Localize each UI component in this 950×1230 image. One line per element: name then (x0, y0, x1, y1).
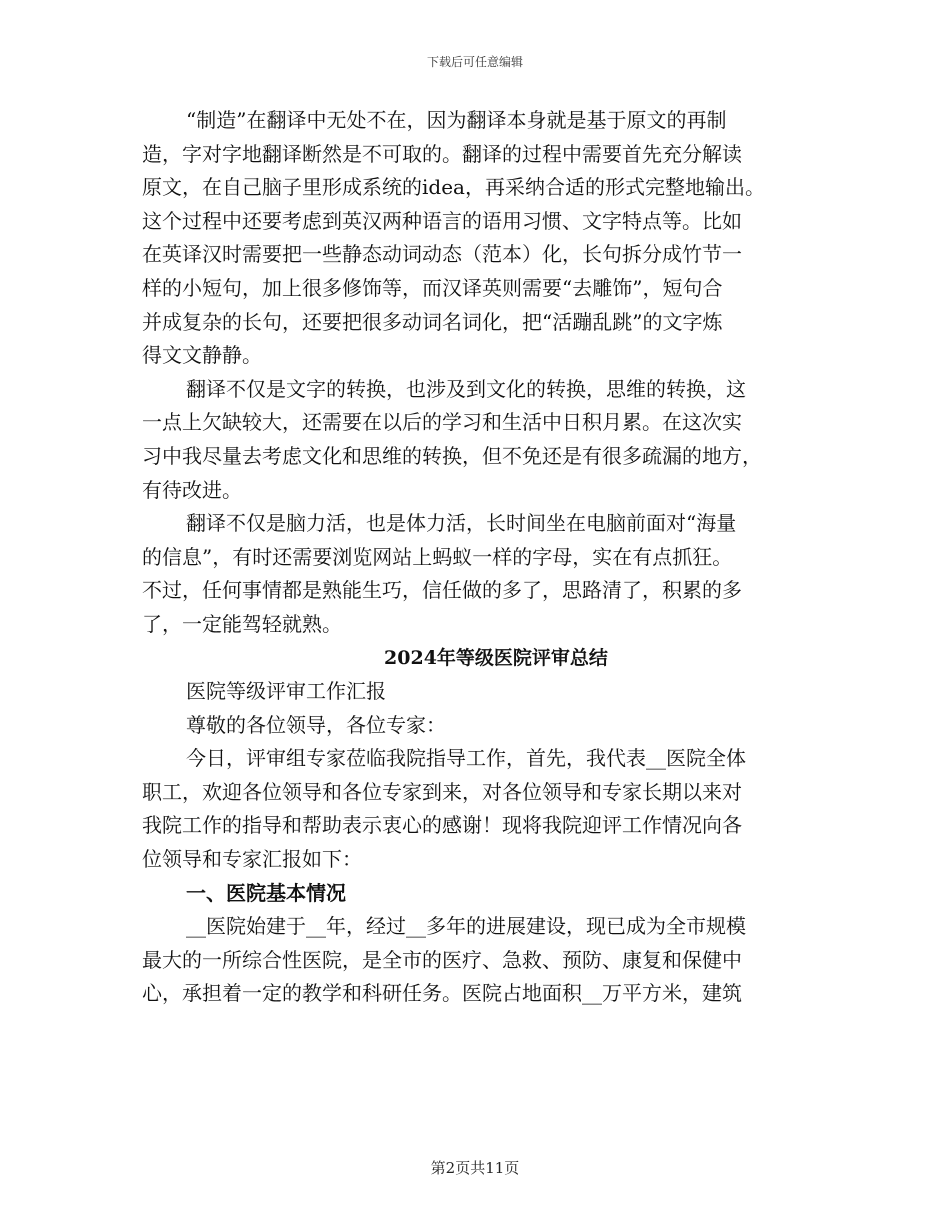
text-line: 有待改进。 (142, 477, 242, 502)
text-line: 我院工作的指导和帮助表示衷心的感谢！现将我院迎评工作情况向各 (142, 813, 742, 838)
text-line: 这个过程中还要考虑到英汉两种语言的语用习惯、文字特点等。比如 (142, 208, 742, 233)
section-heading: 一、医院基本情况 (186, 880, 346, 905)
text-line: 最大的一所综合性医院，是全市的医疗、急救、预防、康复和保健中 (142, 947, 742, 972)
text-line: 造，字对字地翻译断然是不可取的。翻译的过程中需要首先充分解读 (142, 141, 742, 166)
text-line: 在英译汉时需要把一些静态动词动态（范本）化，长句拆分成竹节一 (142, 242, 742, 267)
text-line: 职工，欢迎各位领导和各位专家到来，对各位领导和专家长期以来对 (142, 779, 742, 804)
text-line: 并成复杂的长句，还要把很多动词名词化，把“活蹦乱跳”的文字炼 (142, 309, 723, 334)
text-line: 翻译不仅是脑力活，也是体力活，长时间坐在电脑前面对“海量 (186, 511, 737, 536)
document-body (142, 104, 822, 1011)
section-title: 2024年等级医院评审总结 (384, 646, 608, 669)
header-note: 下载后可任意编辑 (426, 55, 523, 69)
text-line: “制造”在翻译中无处不在，因为翻译本身就是基于原文的再制 (186, 108, 727, 132)
text-line: 翻译不仅是文字的转换，也涉及到文化的转换，思维的转换，这 (186, 376, 746, 401)
text-line: 习中我尽量去考虑文化和思维的转换，但不免还是有很多疏漏的地方， (142, 443, 762, 468)
text-line: 位领导和专家汇报如下： (142, 847, 362, 872)
text-line: 不过，任何事情都是熟能生巧，信任做的多了，思路清了，积累的多 (142, 578, 742, 603)
text-line: 样的小短句，加上很多修饰等，而汉译英则需要“去雕饰”，短句合 (142, 275, 723, 300)
text-line: 今日，评审组专家莅临我院指导工作，首先，我代表__医院全体 (186, 746, 746, 771)
page-number: 第2页共11页 (430, 1159, 520, 1177)
text-line: 的信息”，有时还需要浏览网站上蚂蚁一样的字母，实在有点抓狂。 (142, 544, 733, 569)
text-line: 原文，在自己脑子里形成系统的idea，再采纳合适的形式完整地输出。 (142, 175, 765, 200)
text-line: __医院始建于__年，经过__多年的进展建设，现已成为全市规模 (186, 914, 746, 939)
text-line: 医院等级评审工作汇报 (186, 679, 386, 704)
text-line: 了，一定能驾轻就熟。 (142, 611, 342, 636)
text-line: 得文文静静。 (142, 343, 262, 368)
salutation: 尊敬的各位领导，各位专家： (186, 712, 446, 737)
text-line: 一点上欠缺较大，还需要在以后的学习和生活中日积月累。在这次实 (142, 410, 742, 435)
text-line: 心，承担着一定的教学和科研任务。医院占地面积__万平方米，建筑 (142, 981, 742, 1006)
